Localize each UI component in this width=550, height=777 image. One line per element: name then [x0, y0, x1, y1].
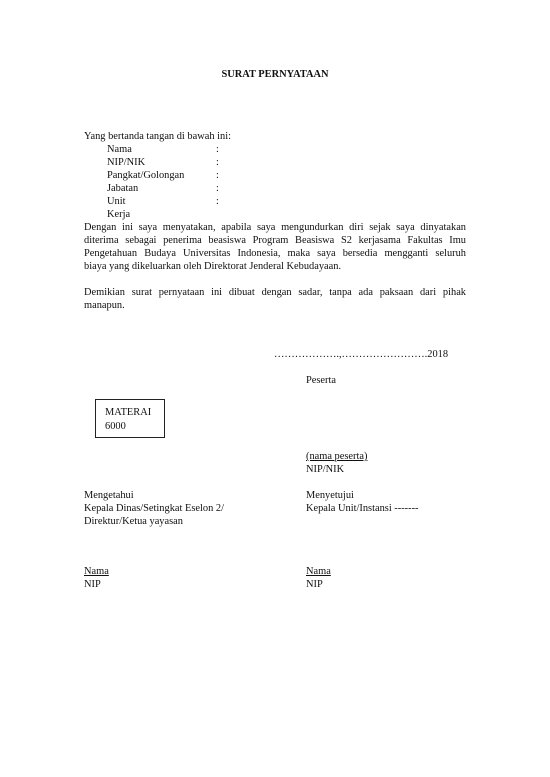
- field-label: Jabatan: [107, 183, 139, 194]
- document-title: SURAT PERNYATAAN: [221, 69, 329, 80]
- materai-label: MATERAI: [105, 407, 152, 418]
- field-label: Nama: [107, 144, 132, 155]
- field-label: NIP/NIK: [107, 157, 146, 168]
- materai-value: 6000: [105, 421, 126, 432]
- field-colon: :: [216, 196, 219, 207]
- peserta-label: Peserta: [306, 375, 337, 386]
- field-label: Pangkat/Golongan: [107, 170, 185, 181]
- left-sign-nip: NIP: [84, 579, 101, 590]
- place-date-line: ……………….,…………………….2018: [274, 349, 449, 360]
- left-sign-role: Direktur/Ketua yayasan: [84, 516, 183, 527]
- right-sign-role: Kepala Unit/Instansi -------: [306, 503, 419, 514]
- left-sign-header: Mengetahui: [84, 490, 134, 501]
- statement-line: Pengetahuan Budaya Universitas Indonesia, maka saya bersedia mengganti seluruh: [84, 248, 466, 259]
- field-colon: :: [216, 183, 219, 194]
- field-label: Unit Kerja: [107, 196, 131, 220]
- field-colon: :: [216, 170, 219, 181]
- participant-name: (nama peserta): [306, 451, 368, 462]
- intro-text: Yang bertanda tangan di bawah ini:: [84, 131, 231, 142]
- closing-line: manapun.: [84, 300, 125, 311]
- statement-line: Dengan ini saya menyatakan, apabila saya mengundurkan diri sejak saya dinyatakan: [84, 222, 466, 233]
- left-sign-role: Kepala Dinas/Setingkat Eselon 2/: [84, 503, 224, 514]
- closing-line: Demikian surat pernyataan ini dibuat dengan sadar, tanpa ada paksaan dari pihak: [84, 287, 466, 298]
- statement-line: diterima sebagai penerima beasiswa Program Beasiswa S2 kerjasama Fakultas Imu: [84, 235, 466, 246]
- materai-stamp-box: [95, 399, 165, 438]
- right-sign-name: Nama: [306, 566, 331, 577]
- left-sign-name: Nama: [84, 566, 109, 577]
- statement-line: biaya yang dikeluarkan oleh Direktorat Jenderal Kebudayaan.: [84, 261, 342, 272]
- right-sign-header: Menyetujui: [306, 490, 354, 501]
- field-colon: :: [216, 144, 219, 155]
- participant-nip-nik: NIP/NIK: [306, 464, 345, 475]
- right-sign-nip: NIP: [306, 579, 323, 590]
- field-colon: :: [216, 157, 219, 168]
